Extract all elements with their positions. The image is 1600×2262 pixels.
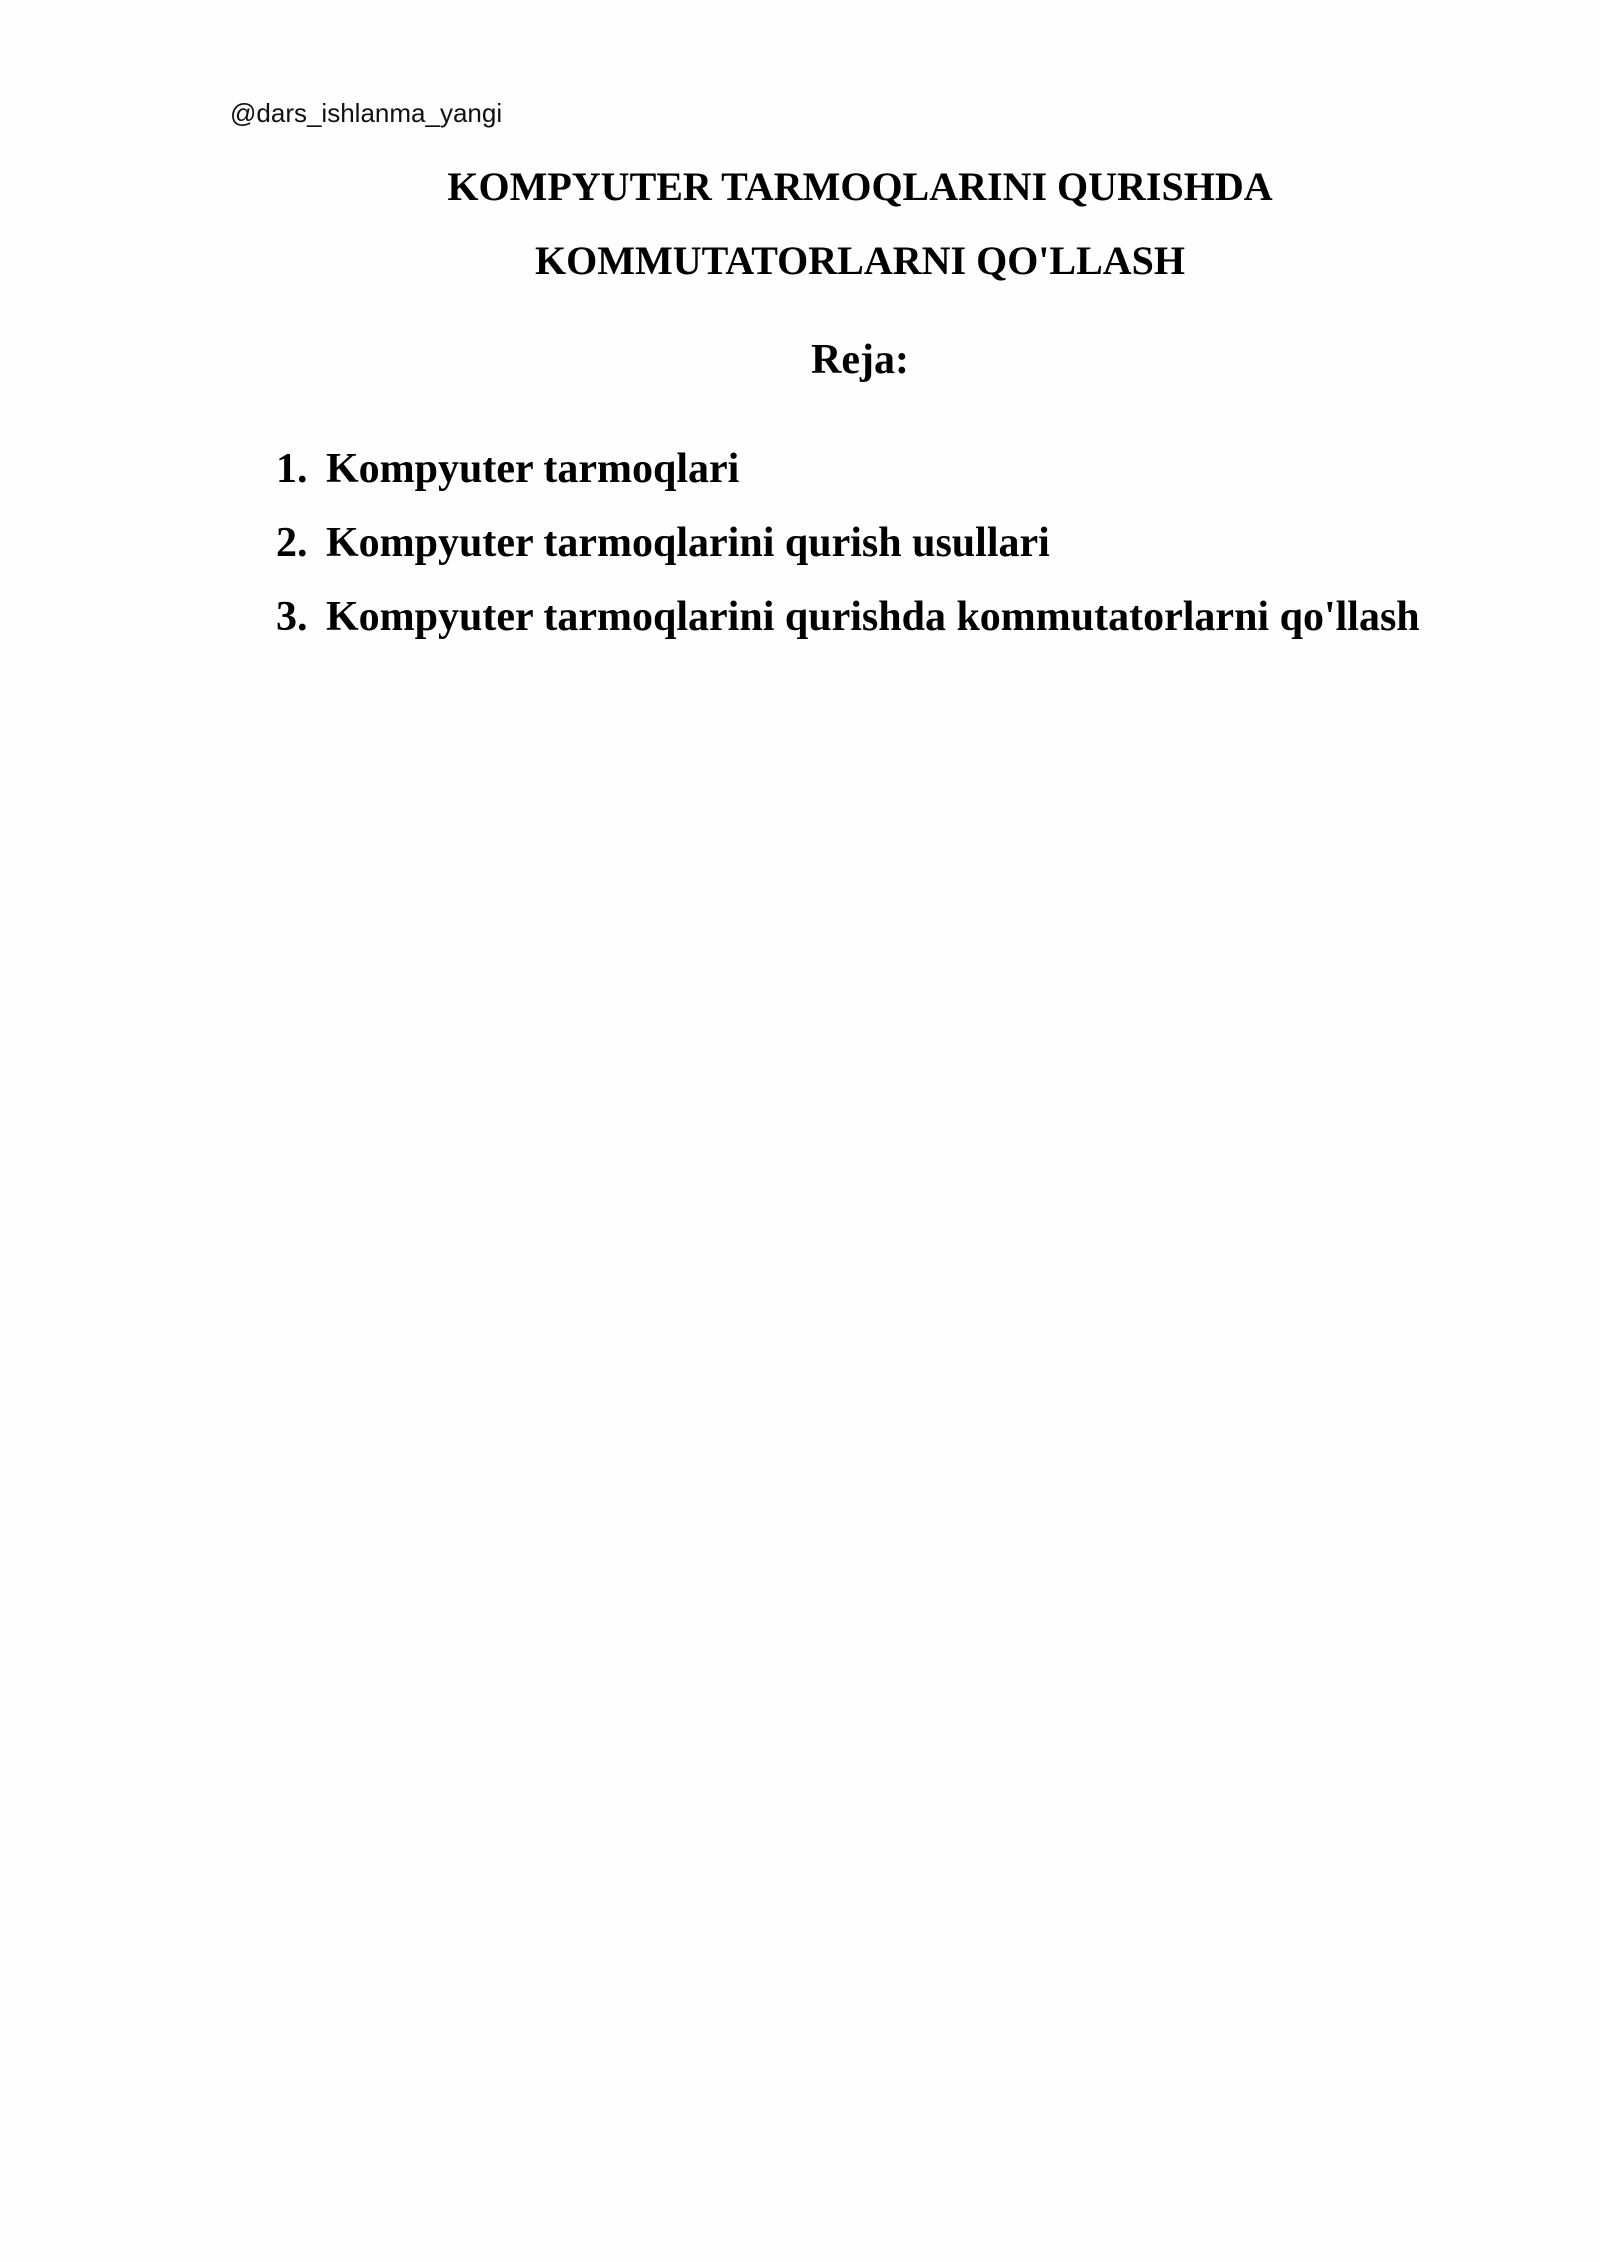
plan-item-number: 1. bbox=[276, 446, 308, 492]
plan-heading: Reja: bbox=[811, 337, 909, 383]
document-title bbox=[230, 150, 1490, 298]
plan-item-number: 2. bbox=[276, 520, 308, 566]
plan-item bbox=[276, 506, 1420, 580]
plan-item-text: Kompyuter tarmoqlari bbox=[326, 446, 740, 492]
title-line-1: KOMPYUTER TARMOQLARINI QURISHDA bbox=[447, 164, 1273, 209]
plan-item-text: Kompyuter tarmoqlarini qurish usullari bbox=[326, 520, 1050, 566]
title-line-2: KOMMUTATORLARNI QO'LLASH bbox=[534, 238, 1186, 283]
plan-item bbox=[276, 432, 1420, 506]
plan-item bbox=[276, 580, 1420, 654]
plan-list bbox=[276, 432, 1420, 654]
header-note: @dars_ishlanma_yangi bbox=[230, 98, 503, 128]
plan-item-text: Kompyuter tarmoqlarini qurishda kommutatorlarni qo'llash bbox=[326, 594, 1420, 640]
plan-item-number: 3. bbox=[276, 594, 308, 640]
